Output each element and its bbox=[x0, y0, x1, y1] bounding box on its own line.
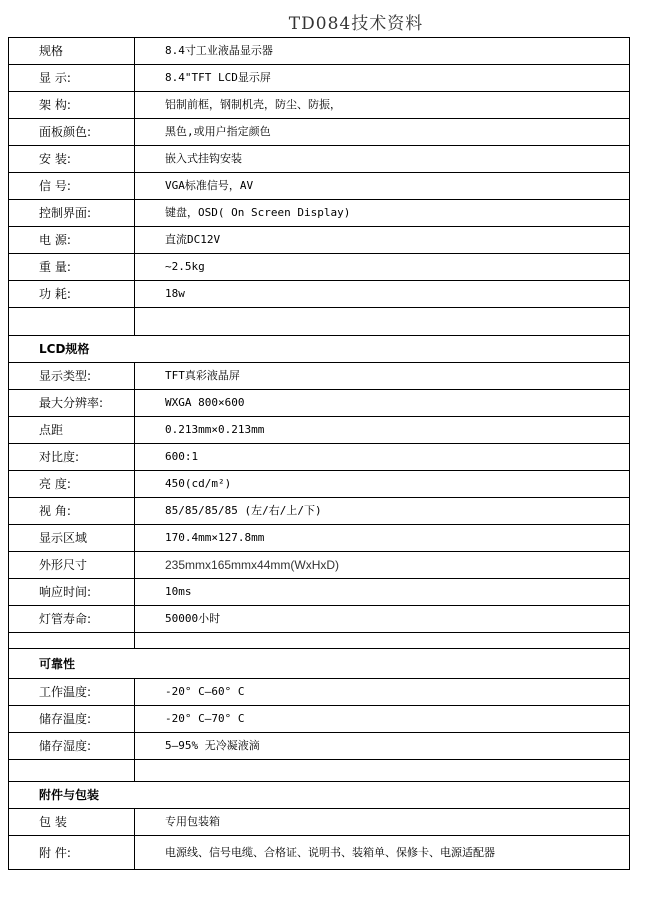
table-row bbox=[9, 281, 630, 308]
table-row bbox=[9, 65, 630, 92]
spec-table bbox=[8, 37, 630, 870]
spec-value: 235mmx165mmx44mm(WxHxD) bbox=[135, 552, 630, 579]
spec-label: 外形尺寸 bbox=[9, 552, 135, 579]
table-row bbox=[9, 498, 630, 525]
spec-value: 嵌入式挂钩安装 bbox=[135, 146, 630, 173]
spec-label: 最大分辨率: bbox=[9, 390, 135, 417]
spec-label: 储存湿度: bbox=[9, 733, 135, 760]
spec-value: 8.4寸工业液晶显示器 bbox=[135, 38, 630, 65]
spec-label: 信 号: bbox=[9, 173, 135, 200]
table-row bbox=[9, 390, 630, 417]
section-title-reliability: 可靠性 bbox=[9, 649, 630, 679]
spec-value: 450(cd/m²) bbox=[135, 471, 630, 498]
spec-label: 附 件: bbox=[9, 836, 135, 870]
spec-value: 600:1 bbox=[135, 444, 630, 471]
spec-label: 亮 度: bbox=[9, 471, 135, 498]
spec-label: 点距 bbox=[9, 417, 135, 444]
table-row bbox=[9, 363, 630, 390]
spec-label: 功 耗: bbox=[9, 281, 135, 308]
spec-label: 工作温度: bbox=[9, 679, 135, 706]
spec-label: 面板颜色: bbox=[9, 119, 135, 146]
spec-label: 显示类型: bbox=[9, 363, 135, 390]
spec-label: 重 量: bbox=[9, 254, 135, 281]
spec-value: TFT真彩液晶屏 bbox=[135, 363, 630, 390]
spec-label: 架 构: bbox=[9, 92, 135, 119]
table-row bbox=[9, 836, 630, 870]
spec-label: 显 示: bbox=[9, 65, 135, 92]
spec-value: 85/85/85/85 (左/右/上/下) bbox=[135, 498, 630, 525]
spec-label: 灯管寿命: bbox=[9, 606, 135, 633]
table-row bbox=[9, 525, 630, 552]
spec-value: 直流DC12V bbox=[135, 227, 630, 254]
blank-row bbox=[9, 633, 630, 649]
table-row bbox=[9, 733, 630, 760]
spec-value: 电源线、信号电缆、合格证、说明书、装箱单、保修卡、电源适配器 bbox=[135, 836, 630, 870]
table-row bbox=[9, 200, 630, 227]
spec-value: 18w bbox=[135, 281, 630, 308]
table-row bbox=[9, 227, 630, 254]
section-title-lcd: LCD规格 bbox=[9, 336, 630, 363]
table-row bbox=[9, 254, 630, 281]
spec-label: 控制界面: bbox=[9, 200, 135, 227]
spec-label: 安 装: bbox=[9, 146, 135, 173]
section-title-accessories: 附件与包装 bbox=[9, 782, 630, 809]
table-row bbox=[9, 471, 630, 498]
table-row bbox=[9, 444, 630, 471]
spec-value: WXGA 800×600 bbox=[135, 390, 630, 417]
spec-label: 电 源: bbox=[9, 227, 135, 254]
table-row bbox=[9, 579, 630, 606]
spec-label: 响应时间: bbox=[9, 579, 135, 606]
spec-label: 储存温度: bbox=[9, 706, 135, 733]
spec-value: -20° C—60° C bbox=[135, 679, 630, 706]
table-row bbox=[9, 173, 630, 200]
spec-value: 5—95% 无冷凝液滴 bbox=[135, 733, 630, 760]
spec-value: 8.4"TFT LCD显示屏 bbox=[135, 65, 630, 92]
table-row bbox=[9, 679, 630, 706]
table-row bbox=[9, 552, 630, 579]
spec-value: 10ms bbox=[135, 579, 630, 606]
table-row bbox=[9, 119, 630, 146]
spec-value: -20° C—70° C bbox=[135, 706, 630, 733]
spec-label: 显示区域 bbox=[9, 525, 135, 552]
spec-value: 键盘，OSD( On Screen Display) bbox=[135, 200, 630, 227]
spec-value: 50000小时 bbox=[135, 606, 630, 633]
spec-value: VGA标准信号，AV bbox=[135, 173, 630, 200]
blank-row bbox=[9, 308, 630, 336]
section-header-row bbox=[9, 336, 630, 363]
spec-value: 黑色,或用户指定颜色 bbox=[135, 119, 630, 146]
table-row bbox=[9, 706, 630, 733]
spec-label: 包 装 bbox=[9, 809, 135, 836]
section-header-row bbox=[9, 649, 630, 679]
spec-value: 铝制前框，钢制机壳，防尘、防振， bbox=[135, 92, 630, 119]
spec-label: 规格 bbox=[9, 38, 135, 65]
spec-value: 专用包装箱 bbox=[135, 809, 630, 836]
section-header-row bbox=[9, 782, 630, 809]
table-row bbox=[9, 606, 630, 633]
table-row bbox=[9, 417, 630, 444]
document-title: TD084技术资料 bbox=[288, 14, 424, 34]
spec-label: 对比度: bbox=[9, 444, 135, 471]
table-row bbox=[9, 809, 630, 836]
spec-value: ~2.5kg bbox=[135, 254, 630, 281]
spec-value: 0.213mm×0.213mm bbox=[135, 417, 630, 444]
table-row bbox=[9, 92, 630, 119]
table-row bbox=[9, 146, 630, 173]
blank-row bbox=[9, 760, 630, 782]
table-row bbox=[9, 38, 630, 65]
spec-value: 170.4mm×127.8mm bbox=[135, 525, 630, 552]
spec-label: 视 角: bbox=[9, 498, 135, 525]
